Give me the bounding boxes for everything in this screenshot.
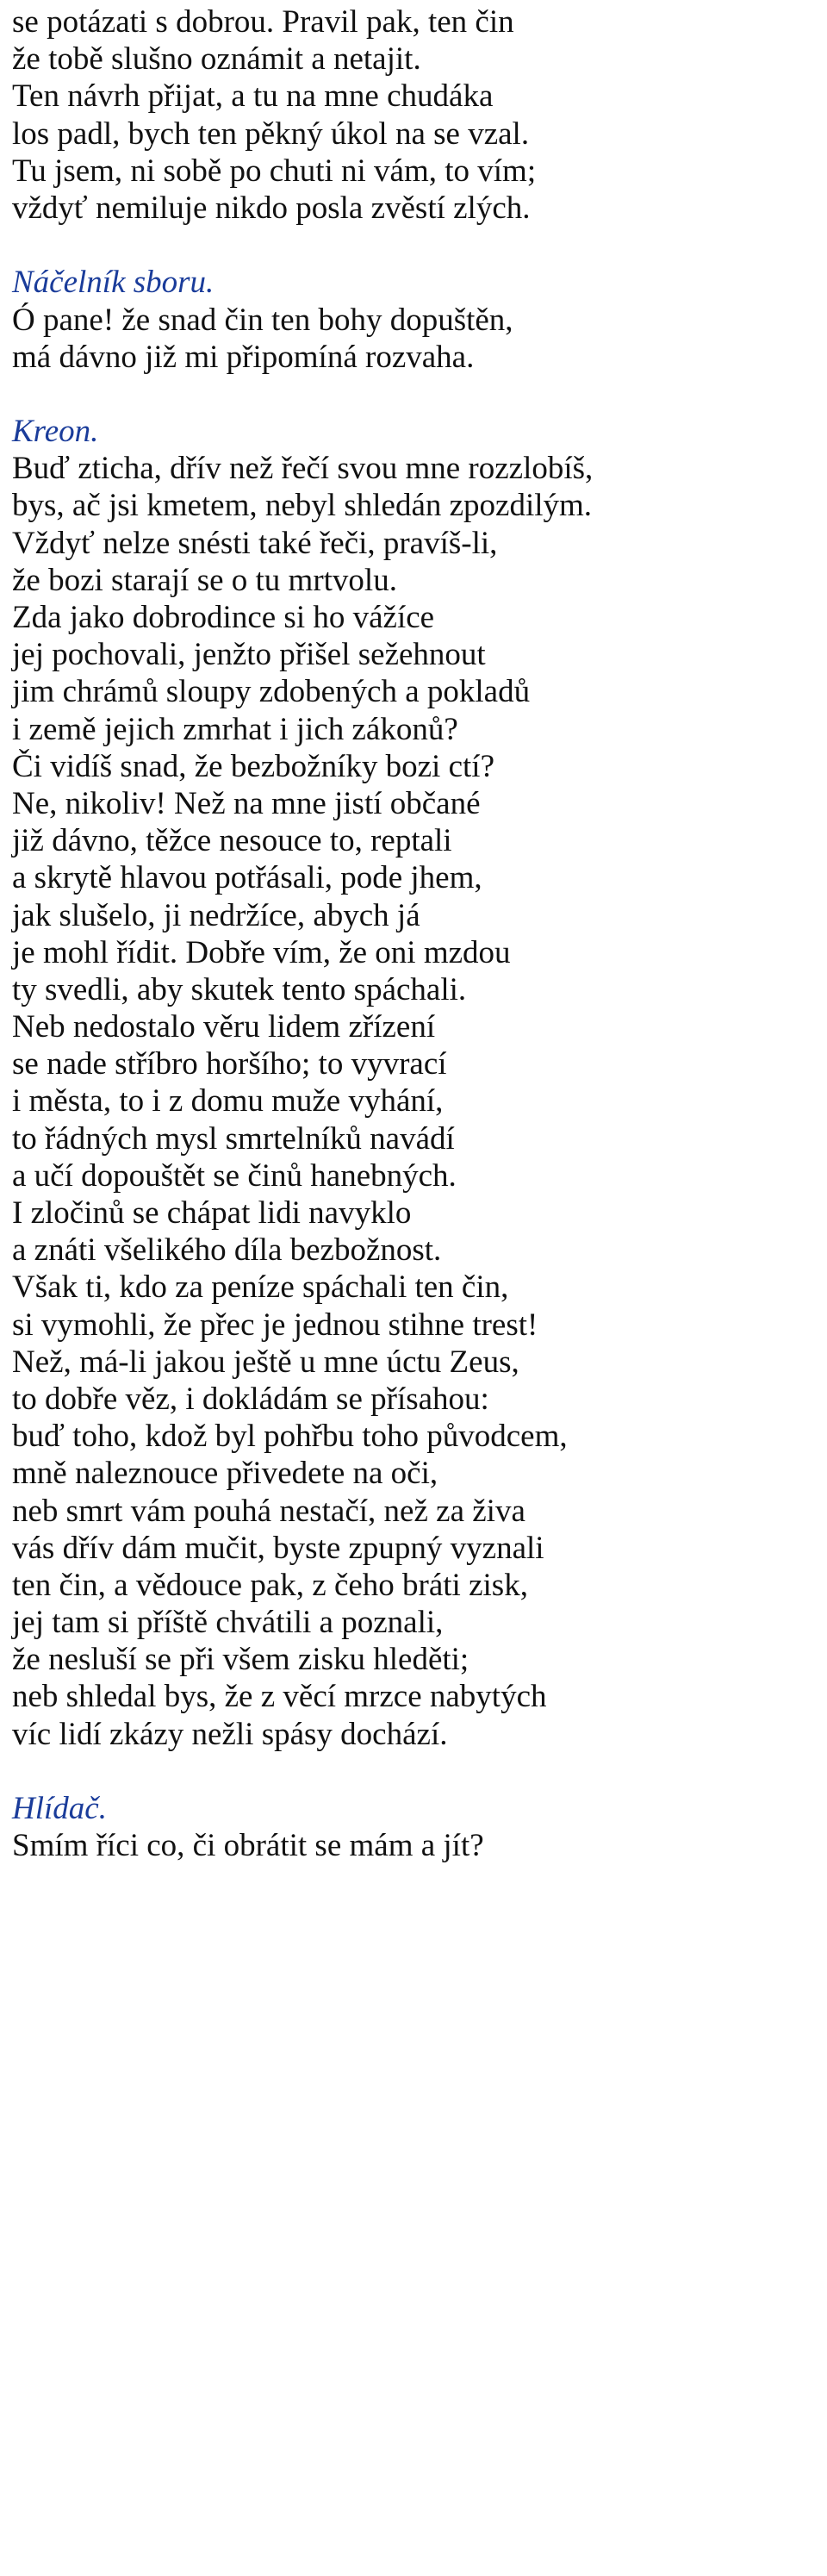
verse-line: a skrytě hlavou potřásali, pode jhem,: [12, 860, 482, 896]
verse-line: již dávno, těžce nesouce to, reptali: [12, 823, 452, 859]
verse-line: víc lidí zkázy nežli spásy dochází.: [12, 1716, 448, 1752]
speaker-name-chorus-leader: Náčelník sboru.: [12, 265, 215, 301]
stanza-gap: [12, 376, 822, 413]
verse-line: I zločinů se chápat lidi navyklo: [12, 1195, 412, 1231]
verse-line: jej pochovali, jenžto přišel sežehnout: [12, 637, 486, 673]
verse-line: mně naleznouce přivedete na oči,: [12, 1456, 438, 1492]
verse-line: že bozi starají se o tu mrtvolu.: [12, 562, 397, 598]
verse-line: bys, ač jsi kmetem, nebyl shledán zpozdilým.: [12, 488, 593, 524]
verse-line: Zda jako dobrodince si ho vážíce: [12, 600, 435, 635]
verse-line: Neb nedostalo věru lidem zřízení: [12, 1009, 436, 1045]
verse-line: jej tam si příště chvátili a poznali,: [12, 1605, 444, 1641]
verse-line: se nade stříbro horšího; to vyvrací: [12, 1046, 447, 1082]
verse-line: to řádných mysl smrtelníků navádí: [12, 1120, 455, 1157]
verse-line: vás dřív dám mučit, byste zpupný vyznali: [12, 1530, 544, 1566]
verse-line: los padl, bych ten pěkný úkol na se vzal.: [12, 115, 530, 152]
verse-line: jak slušelo, ji nedržíce, abych já: [12, 897, 420, 933]
document-text: [12, 3, 822, 1864]
verse-line: i země jejich zmrhat i jich zákonů?: [12, 711, 458, 747]
verse-line: si vymohli, že přec je jednou stihne trest!: [12, 1307, 538, 1343]
verse-line: Smím říci co, či obrátit se mám a jít?: [12, 1828, 484, 1864]
verse-line: Ten návrh přijat, a tu na mne chudáka: [12, 78, 494, 115]
verse-line: je mohl řídit. Dobře vím, že oni mzdou: [12, 934, 511, 970]
verse-line: že tobě slušno oznámit a netajit.: [12, 41, 421, 78]
verse-line: Než, má-li jakou ještě u mne úctu Zeus,: [12, 1344, 519, 1380]
verse-line: Ó pane! že snad čin ten bohy dopuštěn,: [12, 302, 513, 338]
verse-line: a znáti všelikého díla bezbožnost.: [12, 1232, 442, 1269]
verse-line: to dobře věz, i dokládám se přísahou:: [12, 1381, 489, 1417]
verse-line: Vždyť nelze snésti také řeči, pravíš-li,: [12, 525, 498, 561]
verse-line: neb shledal bys, že z věcí mrzce nabytých: [12, 1679, 547, 1715]
verse-line: buď toho, kdož byl pohřbu toho původcem,: [12, 1419, 568, 1455]
verse-line: ten čin, a vědouce pak, z čeho bráti zisk,: [12, 1567, 528, 1603]
verse-line: i města, to i z domu muže vyhání,: [12, 1083, 444, 1120]
stanza-gap: [12, 227, 822, 264]
verse-line: Však ti, kdo za peníze spáchali ten čin,: [12, 1269, 509, 1306]
verse-line: neb smrt vám pouhá nestačí, než za živa: [12, 1493, 525, 1529]
verse-line: Ne, nikoliv! Než na mne jistí občané: [12, 785, 481, 821]
verse-line: a učí dopouštět se činů hanebných.: [12, 1157, 457, 1194]
verse-block-4: [12, 1827, 822, 1864]
verse-line: se potázati s dobrou. Pravil pak, ten čin: [12, 4, 514, 40]
verse-line: Buď zticha, dřív než řečí svou mne rozzlobíš,: [12, 451, 594, 487]
verse-line: Či vidíš snad, že bezbožníky bozi ctí?: [12, 748, 494, 784]
verse-line: má dávno již mi připomíná rozvaha.: [12, 339, 475, 375]
speaker-name-kreon: Kreon.: [12, 414, 99, 450]
verse-line: vždyť nemiluje nikdo posla zvěstí zlých.: [12, 190, 531, 226]
stanza-gap: [12, 1753, 822, 1790]
verse-line: ty svedli, aby skutek tento spáchali.: [12, 971, 467, 1007]
verse-line: Tu jsem, ni sobě po chuti ni vám, to vím;: [12, 153, 537, 189]
verse-line: jim chrámů sloupy zdobených a pokladů: [12, 674, 531, 710]
verse-line: že nesluší se při všem zisku hleděti;: [12, 1642, 469, 1678]
verse-block-2: [12, 302, 822, 376]
verse-block-3: [12, 450, 822, 1753]
speaker-name-guard: Hlídač.: [12, 1791, 107, 1826]
verse-block-1: [12, 3, 822, 227]
